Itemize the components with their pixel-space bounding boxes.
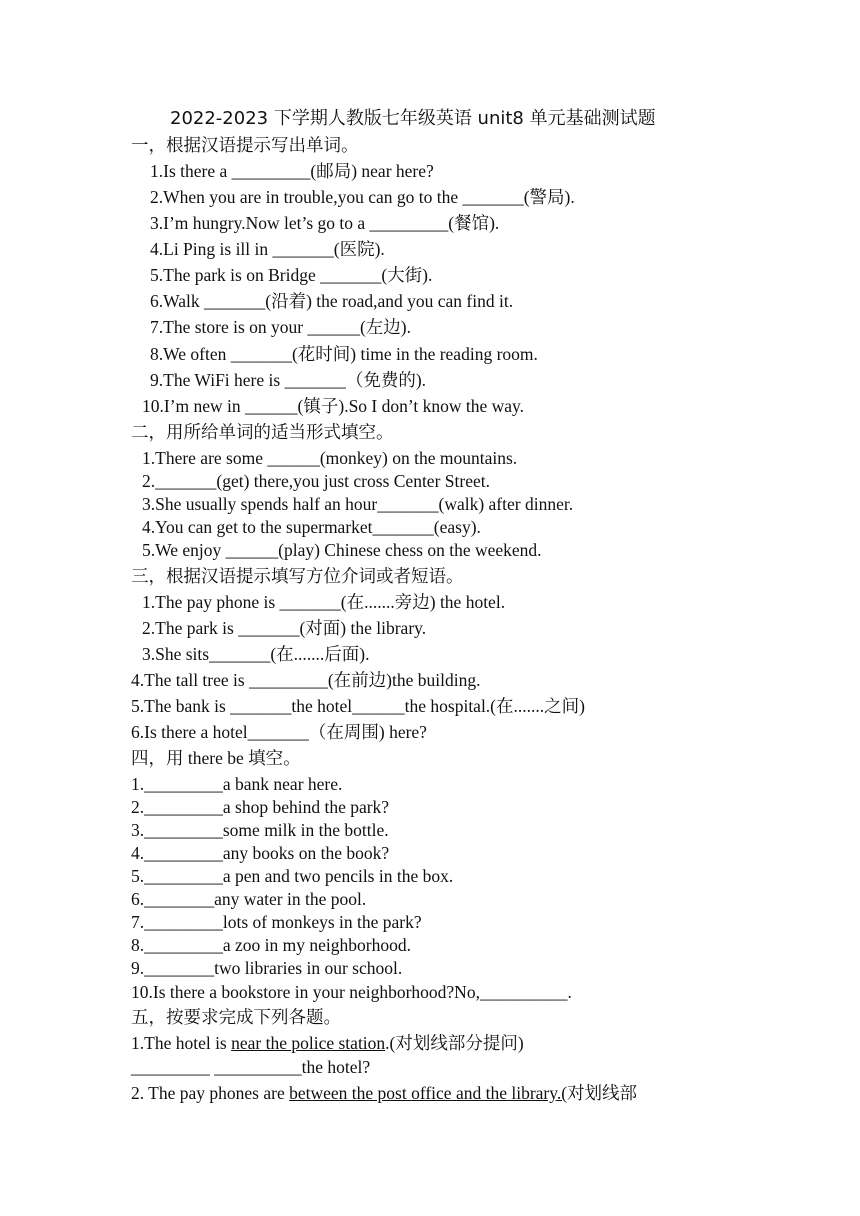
s1-item: 9.The WiFi here is _______（免费的). bbox=[150, 370, 427, 390]
s1-item: 2.When you are in trouble,you can go to the _______(警局). bbox=[150, 187, 575, 207]
section-5-heading: 五，按要求完成下列各题。 bbox=[131, 1007, 341, 1027]
s1-item: 1.Is there a _________(邮局) near here? bbox=[150, 161, 434, 181]
s4-item: 10.Is there a bookstore in your neighborhood?No,__________. bbox=[131, 982, 572, 1002]
s4-item: 1._________a bank near here. bbox=[131, 774, 343, 794]
s3-item: 4.The tall tree is _________(在前边)the building. bbox=[131, 670, 481, 690]
s1-item: 6.Walk _______(沿着) the road,and you can find it. bbox=[150, 291, 514, 311]
s1-item: 8.We often _______(花时间) time in the reading room. bbox=[150, 344, 538, 364]
s5-question-2 bbox=[131, 1082, 637, 1104]
s2-item: 2._______(get) there,you just cross Center Street. bbox=[142, 471, 490, 491]
s5-q1-prefix: 1.The hotel is bbox=[131, 1033, 232, 1053]
s1-item: 7.The store is on your ______(左边). bbox=[150, 317, 412, 337]
s5-q1-answer-line: _________ __________the hotel? bbox=[131, 1057, 371, 1077]
s4-item: 2._________a shop behind the park? bbox=[131, 797, 390, 817]
s2-item: 1.There are some ______(monkey) on the mountains. bbox=[142, 448, 518, 468]
s4-item: 9.________two libraries in our school. bbox=[131, 958, 403, 978]
s3-item: 2.The park is _______(对面) the library. bbox=[142, 618, 427, 638]
section-4-heading: 四，用 there be 填空。 bbox=[131, 748, 301, 768]
s3-item: 1.The pay phone is _______(在.......旁边) the hotel. bbox=[142, 592, 506, 612]
s1-item: 4.Li Ping is ill in _______(医院). bbox=[150, 239, 385, 259]
s5-q2-underlined: between the post office and the library.( bbox=[289, 1083, 568, 1103]
s5-q1-suffix: .(对划线部分提问) bbox=[385, 1033, 524, 1053]
page-title: 2022-2023 下学期人教版七年级英语 unit8 单元基础测试题 bbox=[170, 108, 656, 129]
s5-q2-suffix: 对划线部 bbox=[567, 1083, 638, 1103]
s4-item: 4._________any books on the book? bbox=[131, 843, 390, 863]
s5-q2-prefix: 2. The pay phones are bbox=[131, 1083, 290, 1103]
s2-item: 5.We enjoy ______(play) Chinese chess on the weekend. bbox=[142, 540, 542, 560]
s4-item: 3._________some milk in the bottle. bbox=[131, 820, 389, 840]
s4-item: 7._________lots of monkeys in the park? bbox=[131, 912, 422, 932]
s4-item: 5._________a pen and two pencils in the box. bbox=[131, 866, 454, 886]
s4-item: 6.________any water in the pool. bbox=[131, 889, 367, 909]
s3-item: 5.The bank is _______the hotel______the hospital.(在.......之间) bbox=[131, 696, 585, 716]
section-2-heading: 二，用所给单词的适当形式填空。 bbox=[131, 422, 394, 442]
s2-item: 4.You can get to the supermarket_______(easy). bbox=[142, 517, 481, 537]
s2-item: 3.She usually spends half an hour_______(walk) after dinner. bbox=[142, 494, 574, 514]
s4-item: 8._________a zoo in my neighborhood. bbox=[131, 935, 411, 955]
s5-question-1 bbox=[131, 1032, 524, 1054]
s3-item: 3.She sits_______(在.......后面). bbox=[142, 644, 370, 664]
s1-item: 10.I’m new in ______(镇子).So I don’t know the way. bbox=[142, 396, 525, 416]
s1-item: 3.I’m hungry.Now let’s go to a _________(餐馆). bbox=[150, 213, 500, 233]
section-1-heading: 一，根据汉语提示写出单词。 bbox=[131, 135, 359, 155]
section-3-heading: 三，根据汉语提示填写方位介词或者短语。 bbox=[131, 566, 464, 586]
s3-item: 6.Is there a hotel_______（在周围) here? bbox=[131, 722, 427, 742]
s5-q1-underlined: near the police station bbox=[231, 1033, 386, 1053]
s1-item: 5.The park is on Bridge _______(大街). bbox=[150, 265, 433, 285]
